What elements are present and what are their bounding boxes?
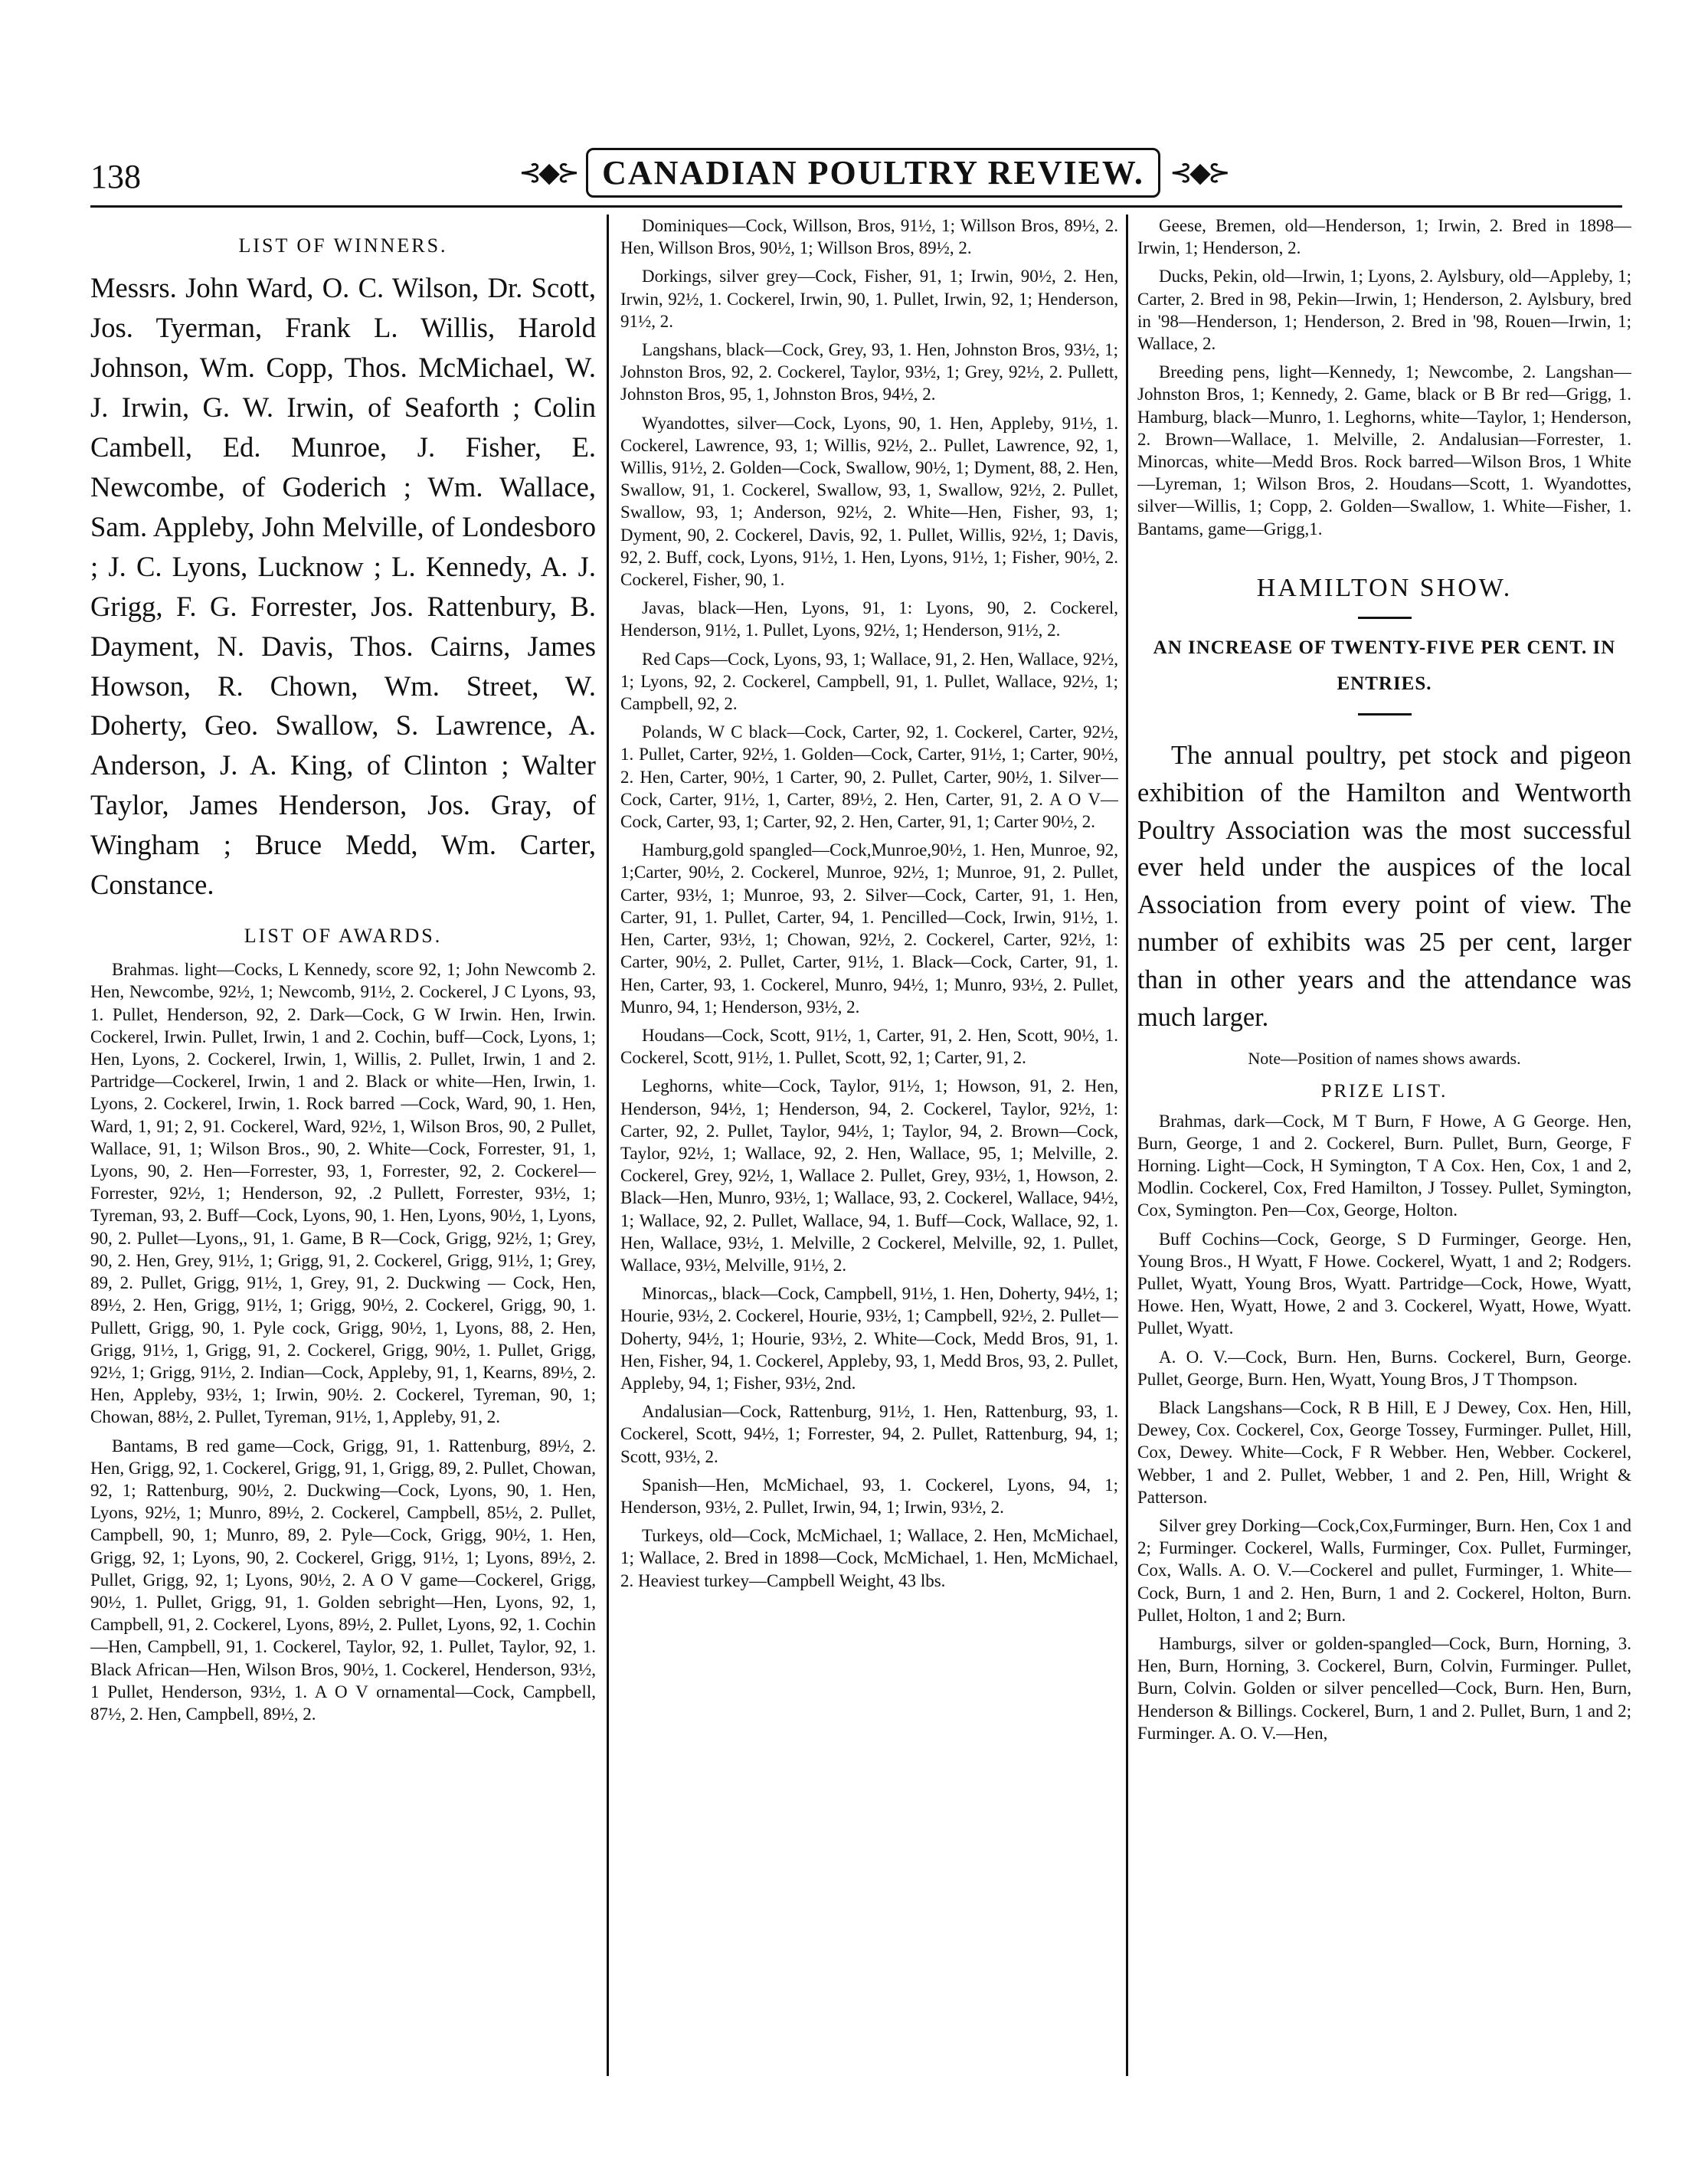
awards-paragraph: Hamburg,gold spangled—Cock,Munroe,90½, 1. Hen, Munroe, 92, 1;Carter, 90½, 2. Cockerel, Munroe, 92½, 1; Munroe, 91, 2. Pullet, Carter, 93½, 1; Munroe, 93, 2. Silver—Cock, Carter, 91, 1. Hen, Carter, 91, 1. Pullet, Carter, 94, 1. Pencilled—Cock, Irwin, 91½, 1. Hen, Carter, 93½, 1; Chowan, 92½, 2. Cockerel, Carter, 92½, 1: Carter, 90½, 2. Pullet, Carter, 91½, 1. Black—Cock, Carter, 91, 1. Hen, Carter, 93, 1. Cockerel, Munro, 94½, 1; Munro, 93½, 2. Pullet, Munro, 94, 1; Henderson, 93½, 2. bbox=[620, 840, 1118, 1017]
right-ornament-icon: ⊰◆⊱ bbox=[1169, 157, 1228, 188]
show-lead-text: The annual poultry, pet stock and pigeon exhibition of the Hamilton and Wentworth Poultry Association was the most successful ever held under the auspices of the local Association from every point of view. The number of exhibits was 25 per cent, larger than in other years and the attendance was much larger. bbox=[1137, 740, 1631, 1032]
column-divider bbox=[1126, 214, 1128, 2076]
column-divider bbox=[607, 214, 609, 2076]
prize-paragraph: Hamburgs, silver or golden-spangled—Cock, Burn, Horning, 3. Hen, Burn, Horning, 3. Cockerel, Burn, Colvin, Furminger. Pullet, Burn, Colvin. Golden or silver pencelled—Cock, Burn. Hen, Burn, Henderson & Billings. Cockerel, Burn, 1 and 2. Pullet, Burn, 1 and 2; Furminger. A. O. V.—Hen, bbox=[1137, 1634, 1631, 1743]
prize-paragraph: Brahmas, dark—Cock, M T Burn, F Howe, A G George. Hen, Burn, George, 1 and 2. Cockerel, Burn. Pullet, Burn, George, F Horning. Light—Cock, H Symington, T A Cox. Hen, Cox, 1 and 2, Modlin. Cockerel, Cox, Fred Hamilton, J Tossey. Pullet, Symington, Cox, Symington. Pen—Cox, George, Holton. bbox=[1137, 1111, 1631, 1220]
prize-paragraph: Black Langshans—Cock, R B Hill, E J Dewey, Cox. Hen, Hill, Dewey, Cox. Cockerel, Cox, George Tossey, Furminger. Pullet, Hill, Cox, Dewey. White—Cock, F R Webber. Hen, Webber. Cockerel, Webber, 1 and 2. Pullet, Webber, 1 and 2. Pen, Hill, Wright & Patterson. bbox=[1137, 1398, 1631, 1507]
awards-paragraph: Breeding pens, light—Kennedy, 1; Newcombe, 2. Langshan—Johnston Bros, 1; Kennedy, 2. Game, black or B Br red—Grigg, 1. Hamburg, black—Munro, 1. Leghorns, white—Taylor, 1; Henderson, 2. Brown—Wallace, 1. Melville, 2. Andalusian—Forrester, 1. Minorcas, white—Medd Bros. Rock barred—Wilson Bros, 1 White—Lyreman, 1; Wilson Bros, 2. Houdans—Scott, 1. Wyandottes, silver—Willis, 1; Copp, 2. Golden—Swallow, 1. White—Fisher, 1. Bantams, game—Grigg,1. bbox=[1137, 362, 1631, 539]
left-ornament-icon: ⊰◆⊱ bbox=[519, 157, 578, 188]
column-2 bbox=[620, 214, 1118, 2084]
awards-note: Note—Position of names shows awards. bbox=[1248, 1048, 1521, 1068]
column-1 bbox=[90, 214, 596, 2076]
masthead bbox=[519, 146, 1228, 199]
awards-paragraph: Dominiques—Cock, Willson, Bros, 91½, 1; Willson Bros, 89½, 2. Hen, Willson Bros, 90½, 1; Willson Bros, 89½, 2. bbox=[620, 216, 1118, 258]
prize-paragraph: Buff Cochins—Cock, George, S D Furminger, George. Hen, Young Bros., H Wyatt, F Howe. Cockerel, Wyatt, 1 and 2; Rodgers. Pullet, Wyatt, Young Bros, Wyatt. Partridge—Cock, Howe, Wyatt, Howe. Hen, Wyatt, Howe, 2 and 3. Cockerel, Wyatt, Howe, Wyatt. Pullet, Wyatt. bbox=[1137, 1229, 1631, 1338]
winners-text: Messrs. John Ward, O. C. Wilson, Dr. Scott, Jos. Tyerman, Frank L. Willis, Harold Johnson, Wm. Copp, Thos. McMichael, W. J. Irwin, G. W. Irwin, of Seaforth ; Colin Cambell, Ed. Munroe, J. Fisher, E. Newcombe, of Goderich ; Wm. Wallace, Sam. Appleby, John Melville, of Londesboro ; J. C. Lyons, Lucknow ; L. Kennedy, A. J. Grigg, F. G. Forrester, Jos. Rattenbury, B. Dayment, N. Davis, Thos. Cairns, James Howson, R. Chown, Wm. Street, W. Doherty, Geo. Swallow, S. Lawrence, A. Anderson, J. A. King, of Clinton ; Walter Taylor, James Henderson, Jos. Gray, of Wingham ; Bruce Medd, Wm. Carter, Constance. bbox=[90, 272, 596, 901]
awards-paragraph: Geese, Bremen, old—Henderson, 1; Irwin, 2. Bred in 1898—Irwin, 1; Henderson, 2. bbox=[1137, 216, 1631, 258]
awards-paragraph: Langshans, black—Cock, Grey, 93, 1. Hen, Johnston Bros, 93½, 1; Johnston Bros, 92, 2. Cockerel, Taylor, 93½, 1; Grey, 92½, 2. Pullett, Johnston Bros, 95, 1, Johnston Bros, 94½, 2. bbox=[620, 340, 1118, 404]
awards-paragraph: Bantams, B red game—Cock, Grigg, 91, 1. Rattenburg, 89½, 2. Hen, Grigg, 92, 1. Cockerel, Grigg, 91, 1, Grigg, 89, 2. Pullet, Chowan, 92, 1; Rattenburg, 90½, 2. Duckwing—Cock, Lyons, 90, 1. Hen, Lyons, 92½, 1; Munro, 89½, 2. Cockerel, Campbell, 85½, 2. Pullet, Campbell, 90, 1; Munro, 89, 2. Pyle—Cock, Grigg, 90½, 1. Hen, Grigg, 92, 1; Lyons, 90, 2. Cockerel, Grigg, 91½, 1; Lyons, 89½, 2. Pullet, Grigg, 92, 1; Lyons, 90½, 2. A O V game—Cockerel, Grigg, 90½, 1. Pullet, Grigg, 91, 1. Golden sebright—Hen, Lyons, 92, 1, Campbell, 91, 2. Cockerel, Lyons, 89½, 2. Pullet, Lyons, 92, 1. Cochin—Hen, Campbell, 91, 1. Cockerel, Taylor, 92, 1. Pullet, Taylor, 92, 1. Black African—Hen, Wilson Bros, 90½, 1. Cockerel, Henderson, 93½, 1 Pullet, Henderson, 93½, 1. A O V ornamental—Cock, Campbell, 87½, 2. Hen, Campbell, 89½, 2. bbox=[90, 1436, 596, 1724]
section-rule bbox=[1358, 617, 1412, 619]
header-rule bbox=[90, 205, 1622, 208]
page-number: 138 bbox=[90, 158, 141, 195]
awards-paragraph: Polands, W C black—Cock, Carter, 92, 1. Cockerel, Carter, 92½, 1. Pullet, Carter, 92½, 1. Golden—Cock, Carter, 91½, 1; Carter, 90½, 2. Hen, Carter, 90½, 1 Carter, 90, 2. Pullet, Carter, 90½, 1. Silver—Cock, Carter, 91½, 1, Carter, 89½, 2. Hen, Carter, 91, 2. A O V—Cock, Carter, 93, 1; Carter, 92, 2. Hen, Carter, 91, 1; Carter 90½, 2. bbox=[620, 722, 1118, 832]
prize-paragraph: A. O. V.—Cock, Burn. Hen, Burns. Cockerel, Burn, George. Pullet, George, Burn. Hen, Wyatt, Young Bros, J T Thompson. bbox=[1137, 1347, 1631, 1389]
awards-paragraph: Minorcas,, black—Cock, Campbell, 91½, 1. Hen, Doherty, 94½, 1; Hourie, 93½, 2. Cockerel, Hourie, 93½, 1; Campbell, 92½, 2. Pullet—Doherty, 94½, 1; Hourie, 93½, 2. White—Cock, Medd Bros, 91, 1. Hen, Fisher, 94, 1. Cockerel, Appleby, 93, 1, Medd Bros, 93, 2. Pullet, Appleby, 94, 1; Fisher, 93½, 2nd. bbox=[620, 1284, 1118, 1393]
awards-paragraph: Wyandottes, silver—Cock, Lyons, 90, 1. Hen, Appleby, 91½, 1. Cockerel, Lawrence, 93, 1; Willis, 92½, 2.. Pullet, Lawrence, 92, 1, Willis, 91½, 2. Golden—Cock, Swallow, 90½, 1; Dyment, 88, 2. Hen, Swallow, 91, 1. Cockerel, Swallow, 93, 1, Swallow, 92½, 2. Pullet, Swallow, 93, 1; Anderson, 92½, 2. White—Hen, Fisher, 93, 1; Dyment, 90, 2. Cockerel, Davis, 92, 1. Pullet, Willis, 92½, 1; Davis, 92, 2. Buff, cock, Lyons, 91½, 1. Hen, Lyons, 91½, 1; Fisher, 90½, 2. Cockerel, Fisher, 90, 1. bbox=[620, 413, 1118, 590]
awards-paragraph: Andalusian—Cock, Rattenburg, 91½, 1. Hen, Rattenburg, 93, 1. Cockerel, Scott, 94½, 1; Forrester, 94, 2. Pullet, Rattenburg, 94, 1; Scott, 93½, 2. bbox=[620, 1402, 1118, 1466]
awards-paragraph: Spanish—Hen, McMichael, 93, 1. Cockerel, Lyons, 94, 1; Henderson, 93½, 2. Pullet, Irwin, 94, 1; Irwin, 93½, 2. bbox=[620, 1475, 1118, 1517]
show-subheading: AN INCREASE OF TWENTY-FIVE PER CENT. IN ENTRIES. bbox=[1153, 637, 1616, 695]
awards-paragraph: Brahmas. light—Cocks, L Kennedy, score 92, 1; John Newcomb 2. Hen, Newcombe, 92½, 1; Newcomb, 91½, 2. Cockerel, J C Lyons, 93, 1. Pullet, Henderson, 92, 2. Dark—Cock, G W Irwin. Hen, Irwin. Cockerel, Irwin. Pullet, Irwin, 1 and 2. Cochin, buff—Cock, Lyons, 1; Hen, Lyons, 2. Cockerel, Irwin, 1, Willis, 2. Pullet, Irwin, 1 and 2. Partridge—Cockerel, Irwin, 1 and 2. Black or white—Hen, Irwin, 1. Lyons, 2. Cockerel, Irwin, 1. Rock barred —Cock, Ward, 90, 1. Hen, Ward, 1, 91; 2, 91. Cockerel, Ward, 92½, 1, Wilson Bros, 90, 2 Pullet, Wallace, 91, 1; Wilson Bros., 90, 2. White—Cock, Forrester, 91, 1, Lyons, 90, 2. Hen—Forrester, 93, 1, Forrester, 92, 2. Cockerel—Forrester, 92½, 1; Henderson, 92, .2 Pullett, Forrester, 93½, 1; Tyreman, 93, 2. Buff—Cock, Lyons, 90, 1. Hen, Lyons, 90½, 1, Lyons, 90, 2. Pullet—Lyons,, 91, 1. Game, B R—Cock, Grigg, 92½, 1; Grey, 90, 2. Hen, Grey, 91½, 1; Grigg, 91, 2. Cockerel, Grigg, 91½, 1; Grey, 89, 2. Pullet, Grigg, 91½, 1, Grey, 91, 2. Duckwing — Cock, Hen, 89½, 2. Hen, Grigg, 91½, 1; Grigg, 90½, 2. Cockerel, Grigg, 90, 1. Pullett, Grigg, 90, 1. Pyle cock, Grigg, 90½, 1, Lyons, 88, 2. Hen, Grigg, 91½, 1, Grigg, 91, 2. Cockerel, Grigg, 90½, 1. Pullet, Grigg, 92½, 1; Grigg, 91½, 2. Indian—Cock, Appleby, 91, 1, Kearns, 89½, 2. Hen, Appleby, 93½, 1; Irwin, 90½. 2. Cockerel, Tyreman, 90, 1; Chowan, 88½, 2. Pullet, Tyreman, 91½, 1, Appleby, 91, 2. bbox=[90, 960, 596, 1427]
column-3 bbox=[1137, 214, 1631, 2084]
awards-paragraph: Houdans—Cock, Scott, 91½, 1, Carter, 91, 2. Hen, Scott, 90½, 1. Cockerel, Scott, 91½, 1. Pullet, Scott, 92, 1; Carter, 91, 2. bbox=[620, 1025, 1118, 1068]
prize-paragraph: Silver grey Dorking—Cock,Cox,Furminger, Burn. Hen, Cox 1 and 2; Furminger. Cockerel, Walls, Furminger, Cox. Pullet, Furminger, Cox, Walls. A. O. V.—Cockerel and pullet, Furminger, 1. White—Cock, Burn, 1 and 2. Hen, Burn, 1 and 2. Cockerel, Holton, Burn. Pullet, Holton, 1 and 2; Burn. bbox=[1137, 1516, 1631, 1625]
masthead-title: CANADIAN POULTRY REVIEW. bbox=[586, 148, 1160, 198]
awards-paragraph: Javas, black—Hen, Lyons, 91, 1: Lyons, 90, 2. Cockerel, Henderson, 91½, 1. Pullet, Lyons, 92½, 1; Henderson, 91½, 2. bbox=[620, 598, 1118, 640]
prize-list-heading: PRIZE LIST. bbox=[1320, 1080, 1448, 1102]
awards-paragraph: Dorkings, silver grey—Cock, Fisher, 91, 1; Irwin, 90½, 2. Hen, Irwin, 92½, 1. Cockerel, Irwin, 90, 1. Pullet, Irwin, 92, 1; Henderson, 91½, 2. bbox=[620, 267, 1118, 331]
awards-paragraph: Ducks, Pekin, old—Irwin, 1; Lyons, 2. Aylsbury, old—Appleby, 1; Carter, 2. Bred in 98, Pekin—Irwin, 1; Henderson, 2. Aylsbury, bred in '98—Henderson, 1; Henderson, 2. Bred in '98, Rouen—Irwin, 1; Wallace, 2. bbox=[1137, 267, 1631, 354]
winners-heading: LIST OF WINNERS. bbox=[238, 234, 448, 257]
awards-paragraph: Leghorns, white—Cock, Taylor, 91½, 1; Howson, 91, 2. Hen, Henderson, 94½, 1; Henderson, 94, 2. Cockerel, Taylor, 92½, 1: Carter, 92, 2. Pullet, Taylor, 94½, 1; Taylor, 94, 2. Brown—Cock, Taylor, 92½, 1; Wallace, 92, 2. Hen, Wallace, 95, 1; Melville, 2. Cockerel, Grey, 92½, 1, Wallace 2. Pullet, Grey, 93½, 1, Howson, 2. Black—Hen, Munro, 93½, 1; Wallace, 93, 2. Cockerel, Wallace, 94½, 1; Wallace, 92, 2. Pullet, Wallace, 94, 1. Buff—Cock, Wallace, 92, 1. Hen, Wallace, 93½, 1. Melville, 2 Cockerel, Melville, 92, 1. Pullet, Wallace, 93½, Melville, 91½, 2. bbox=[620, 1076, 1118, 1275]
section-rule bbox=[1358, 713, 1412, 716]
awards-heading: LIST OF AWARDS. bbox=[244, 925, 443, 948]
awards-paragraph: Turkeys, old—Cock, McMichael, 1; Wallace, 2. Hen, McMichael, 1; Wallace, 2. Bred in 1898—Cock, McMichael, 1. Hen, McMichael, 2. Heaviest turkey—Campbell Weight, 43 lbs. bbox=[620, 1526, 1118, 1590]
show-title: HAMILTON SHOW. bbox=[1256, 573, 1513, 602]
awards-paragraph: Red Caps—Cock, Lyons, 93, 1; Wallace, 91, 2. Hen, Wallace, 92½, 1; Lyons, 92, 2. Cockerel, Campbell, 91, 1. Pullet, Wallace, 92½, 1; Campbell, 92, 2. bbox=[620, 649, 1118, 714]
